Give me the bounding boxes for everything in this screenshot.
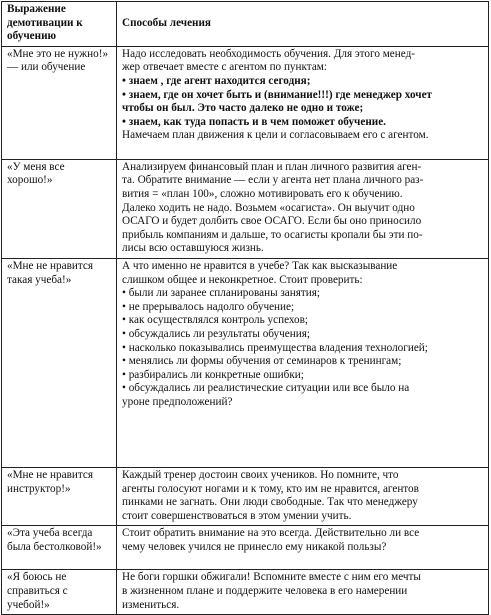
text-line: стоит совершенствоваться в этом умении учить.	[122, 509, 352, 522]
bullet-item: • насколько показывались преимущества владения технологией;	[122, 341, 428, 354]
text-line: ОСАГО и будет долбить свое ОСАГО. Если бы оно приносило	[122, 215, 422, 228]
demotivation-table	[1, 1, 489, 615]
bullet-item: • знаем , где агент находится сегодня;	[122, 74, 311, 87]
row-expression: «У меня все хорошо!»	[2, 159, 117, 258]
text-line: пинками не загнать. Они люди свободные. Так что менеджеру	[122, 496, 418, 509]
header-expression: Выражение демотивации к обучению	[2, 2, 117, 47]
bullet-item: • разбирались ли конкретные ошибки;	[122, 368, 304, 381]
text-line: Далеко ходить не надо. Возьмем «осагиста». Он выучит одно	[122, 201, 415, 214]
table-row	[2, 46, 489, 159]
bullet-item: • обсуждались ли результаты обучения;	[122, 327, 310, 340]
row-treatment	[117, 526, 489, 570]
bullet-item: • знаем, где он хочет быть и (внимание!!!) где менеджер хочет	[122, 88, 433, 101]
row-treatment	[117, 570, 489, 615]
text-line: прибыль компаниям и дальше, то осагисты кропали бы эти по-	[122, 228, 423, 241]
bullet-item: • обсуждались ли реалистические ситуации или все было на	[122, 382, 410, 395]
bullet-item-continuation: чтобы он был. Это часто далеко не одно и тоже;	[122, 102, 364, 115]
text-line: вития = «план 100», сложно мотивировать его к обучению.	[122, 187, 403, 200]
table-row	[2, 258, 489, 467]
row-expression: «Мне не нравится такая учеба!»	[2, 258, 117, 467]
row-treatment	[117, 159, 489, 258]
table-row	[2, 570, 489, 615]
bullet-item: • как осуществлялся контроль успехов;	[122, 314, 309, 327]
bullet-item: • менялись ли формы обучения от семинаров к тренингам;	[122, 355, 402, 368]
row-expression: «Эта учеба всегда была бестолковой!»	[2, 526, 117, 570]
text-line: Не боги горшки обжигали! Вспомните вместе с ним его мечты	[122, 571, 421, 584]
text-line: измениться.	[122, 598, 180, 611]
bullet-item: • не прерывалось надолго обучение;	[122, 300, 295, 313]
row-treatment	[117, 258, 489, 467]
text-line: Надо исследовать необходимость обучения. Для этого менед-	[122, 47, 415, 60]
bullet-item: • знаем, как туда попасть и в чем поможет обучение.	[122, 115, 386, 128]
text-line: Стоит обратить внимание на это всегда. Действительно ли все	[122, 527, 420, 540]
row-expression: «Я боюсь не справиться с учебой!»	[2, 570, 117, 615]
text-line: агенты голосуют ногами и к тому, кто им не нравится, агентов	[122, 482, 419, 495]
table-header-row	[2, 2, 489, 47]
row-expression: «Мне это не нужно!» — или обучение	[2, 46, 117, 159]
table-row	[2, 467, 489, 525]
table-row	[2, 526, 489, 570]
text-line: жер отвечает вместе с агентом по пунктам:	[122, 61, 327, 74]
text-line: Намечаем план движения к цели и согласовываем его с агентом.	[122, 129, 429, 142]
header-treatment: Способы лечения	[117, 2, 489, 47]
bullet-item-continuation: уроне предположений?	[122, 395, 233, 408]
text-line: чему человек учился не принесло ему никакой пользы?	[122, 540, 387, 553]
text-line: в жизненном плане и поддержите человека в его намерении	[122, 584, 408, 597]
row-expression: «Мне не нравится инструктор!»	[2, 467, 117, 525]
row-treatment	[117, 46, 489, 159]
text-line: А что именно не нравится в учебе? Так как высказывание	[122, 259, 398, 272]
text-line: та. Обратите внимание — если у агента нет плана личного раз-	[122, 174, 424, 187]
table-row	[2, 159, 489, 258]
text-line: Каждый тренер достоин своих учеников. Но помните, что	[122, 468, 399, 481]
text-line: лисы всю оставшуюся жизнь.	[122, 242, 264, 255]
text-line: Анализируем финансовый план и план личного развития аген-	[122, 160, 422, 173]
text-line: слишком общее и неконкретное. Стоит проверить:	[122, 273, 363, 286]
row-treatment	[117, 467, 489, 525]
bullet-item: • были ли заранее спланированы занятия;	[122, 287, 321, 300]
